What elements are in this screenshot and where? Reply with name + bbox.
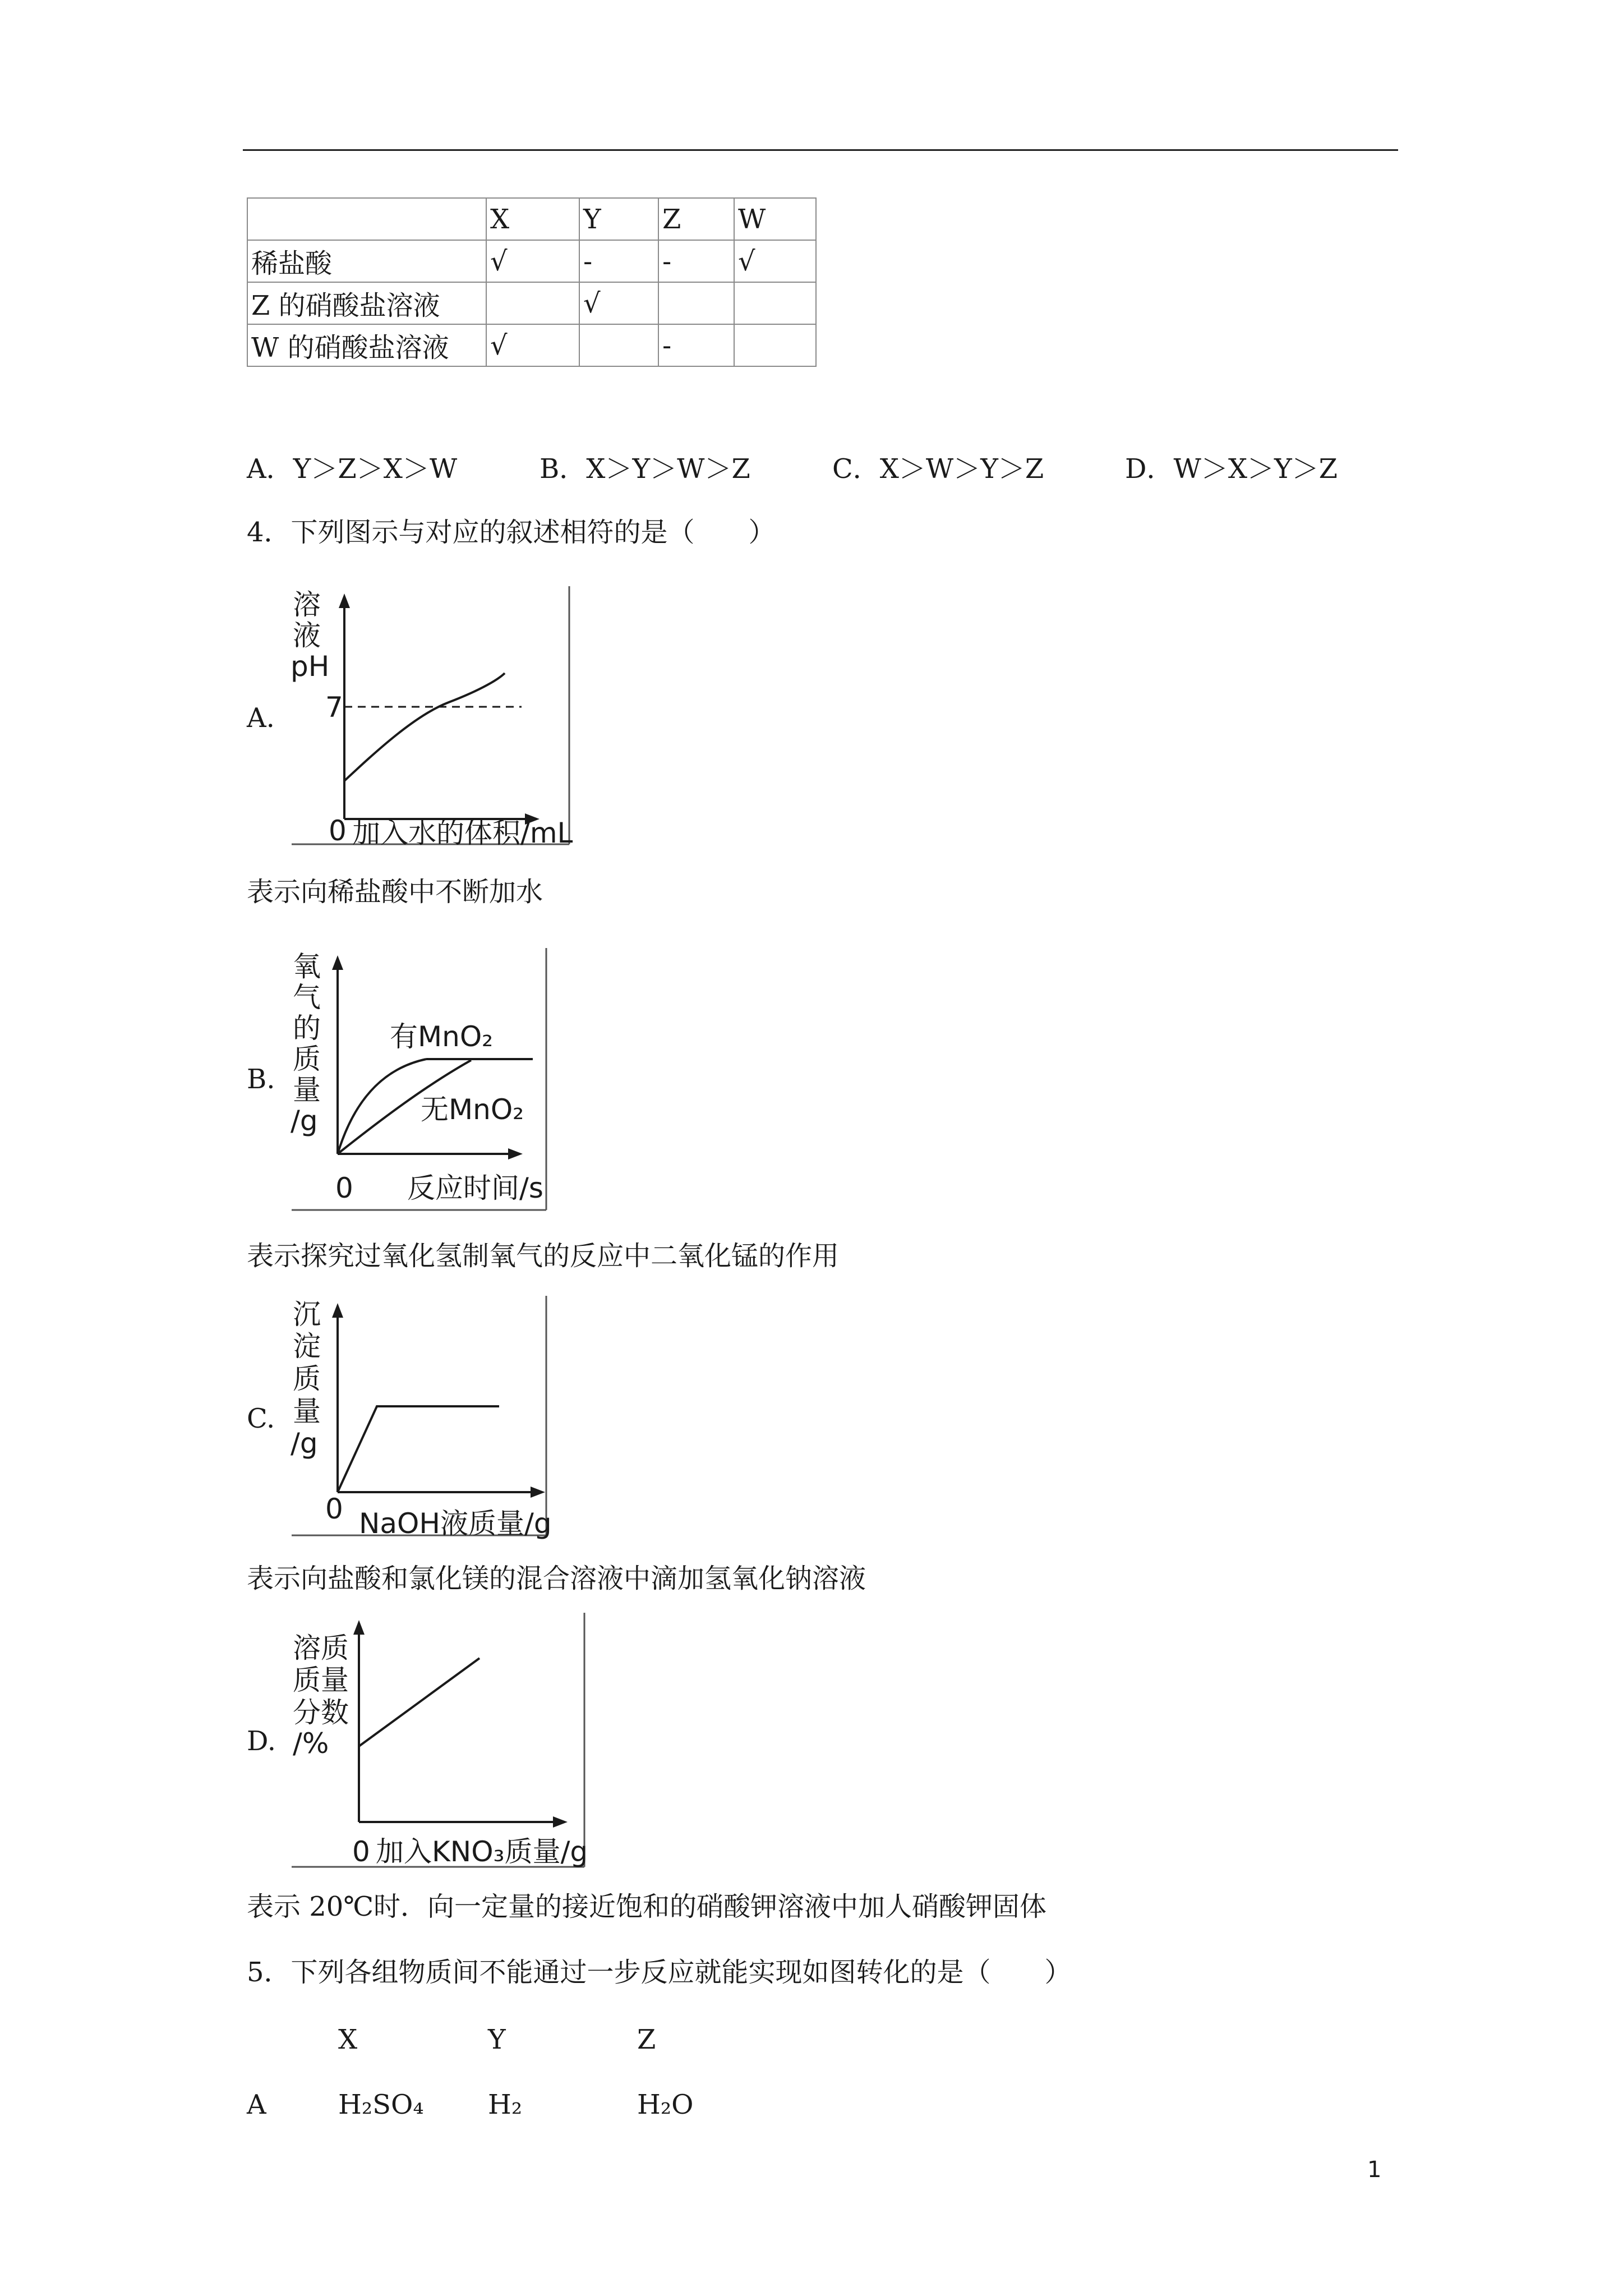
q4-c-label: C. bbox=[247, 1403, 275, 1434]
q3-option-a: A．Y＞Z＞X＞W bbox=[247, 453, 458, 485]
q4-a-caption: 表示向稀盐酸中不断加水 bbox=[247, 876, 543, 908]
table-cell: X bbox=[486, 198, 579, 240]
y-axis-label: 气 bbox=[293, 981, 321, 1014]
y-axis-label: 淀 bbox=[293, 1330, 321, 1363]
y-axis-label: 的 bbox=[293, 1012, 321, 1045]
curve-label-with-catalyst: 有MnO₂ bbox=[390, 1020, 494, 1053]
table-cell: √ bbox=[486, 324, 579, 366]
table-cell: Z 的硝酸盐溶液 bbox=[247, 282, 486, 324]
q5-cell-x: H₂SO₄ bbox=[338, 2089, 424, 2120]
x-axis-label: 反应时间/s bbox=[407, 1172, 543, 1204]
q4-d-label: D. bbox=[247, 1726, 276, 1757]
q4-question: 4．下列图示与对应的叙述相符的是（ ） bbox=[247, 517, 776, 548]
table-cell bbox=[579, 324, 658, 366]
table-cell: - bbox=[579, 240, 658, 282]
q5-header-y: Y bbox=[488, 2024, 506, 2055]
y-axis-label: 质量 bbox=[293, 1664, 349, 1696]
y-axis-label: 沉 bbox=[293, 1298, 321, 1331]
table-cell: Z bbox=[658, 198, 734, 240]
y-axis-label: 量 bbox=[293, 1395, 321, 1428]
q5-question: 5．下列各组物质间不能通过一步反应就能实现如图转化的是（ ） bbox=[247, 1957, 1072, 1988]
graph-c bbox=[286, 1293, 550, 1545]
table-cell bbox=[734, 282, 816, 324]
graph-d bbox=[286, 1610, 589, 1874]
q4-c-caption: 表示向盐酸和氯化镁的混合溶液中滴加氢氧化钠溶液 bbox=[247, 1563, 866, 1594]
origin-label: 0 bbox=[335, 1172, 353, 1204]
table-cell: √ bbox=[579, 282, 658, 324]
q4-d-caption: 表示 20℃时．向一定量的接近饱和的硝酸钾溶液中加人硝酸钾固体 bbox=[247, 1891, 1047, 1922]
q5-header-z: Z bbox=[637, 2024, 656, 2055]
y-axis-label: 溶质 bbox=[293, 1632, 349, 1664]
table-row bbox=[247, 240, 816, 282]
table-cell: 稀盐酸 bbox=[247, 240, 486, 282]
curve-label-without-catalyst: 无MnO₂ bbox=[421, 1093, 524, 1126]
table-header-row bbox=[247, 198, 816, 240]
header-rule bbox=[243, 149, 1398, 151]
q4-b-label: B. bbox=[247, 1064, 275, 1095]
q4-b-caption: 表示探究过氧化氢制氧气的反应中二氧化锰的作用 bbox=[247, 1240, 840, 1272]
q4-a-label: A. bbox=[247, 702, 275, 734]
x-axis-label: 加入KNO₃质量/g bbox=[376, 1835, 588, 1868]
y-axis-label: 量 bbox=[293, 1074, 321, 1106]
page-number: 1 bbox=[1367, 2157, 1382, 2183]
graph-b bbox=[286, 945, 550, 1220]
table-cell bbox=[486, 282, 579, 324]
y-axis-label: /g bbox=[291, 1105, 318, 1137]
y-axis-label: 分数 bbox=[293, 1696, 349, 1729]
table-cell: - bbox=[658, 240, 734, 282]
table-cell: - bbox=[658, 324, 734, 366]
graph-a bbox=[286, 583, 578, 853]
table-cell: √ bbox=[486, 240, 579, 282]
origin-label: 0 bbox=[325, 1493, 343, 1525]
x-axis-label: 加入水的体积/mL bbox=[352, 817, 573, 849]
y-axis-label: /% bbox=[293, 1727, 329, 1760]
y-axis-label: 氧 bbox=[293, 950, 321, 983]
origin-label: 0 bbox=[352, 1835, 370, 1868]
table-row bbox=[247, 324, 816, 366]
table-cell: W 的硝酸盐溶液 bbox=[247, 324, 486, 366]
table-cell bbox=[734, 324, 816, 366]
table-cell: √ bbox=[734, 240, 816, 282]
table-row bbox=[247, 282, 816, 324]
y-axis-label: 溶 bbox=[293, 588, 321, 621]
q5-cell-y: H₂ bbox=[488, 2089, 523, 2120]
y-axis-label: 液 bbox=[293, 619, 321, 652]
q3-option-c: C．X＞W＞Y＞Z bbox=[832, 453, 1044, 485]
table-cell bbox=[658, 282, 734, 324]
q3-option-d: D．W＞X＞Y＞Z bbox=[1125, 453, 1338, 485]
y-axis-label: 质 bbox=[293, 1363, 321, 1395]
y-axis-label: /g bbox=[291, 1427, 318, 1460]
y-tick-label: 7 bbox=[325, 691, 343, 724]
table-cell: W bbox=[734, 198, 816, 240]
q5-header-x: X bbox=[338, 2024, 358, 2055]
q5-cell-z: H₂O bbox=[637, 2089, 694, 2120]
table-cell bbox=[247, 198, 486, 240]
q3-option-b: B．X＞Y＞W＞Z bbox=[540, 453, 750, 485]
origin-label: 0 bbox=[329, 815, 347, 847]
x-axis-label: NaOH液质量/g bbox=[359, 1507, 552, 1540]
table-cell: Y bbox=[579, 198, 658, 240]
y-axis-label: pH bbox=[291, 650, 330, 683]
reactivity-table bbox=[247, 197, 817, 367]
q5-row-label: A bbox=[247, 2089, 266, 2120]
y-axis-label: 质 bbox=[293, 1043, 321, 1075]
